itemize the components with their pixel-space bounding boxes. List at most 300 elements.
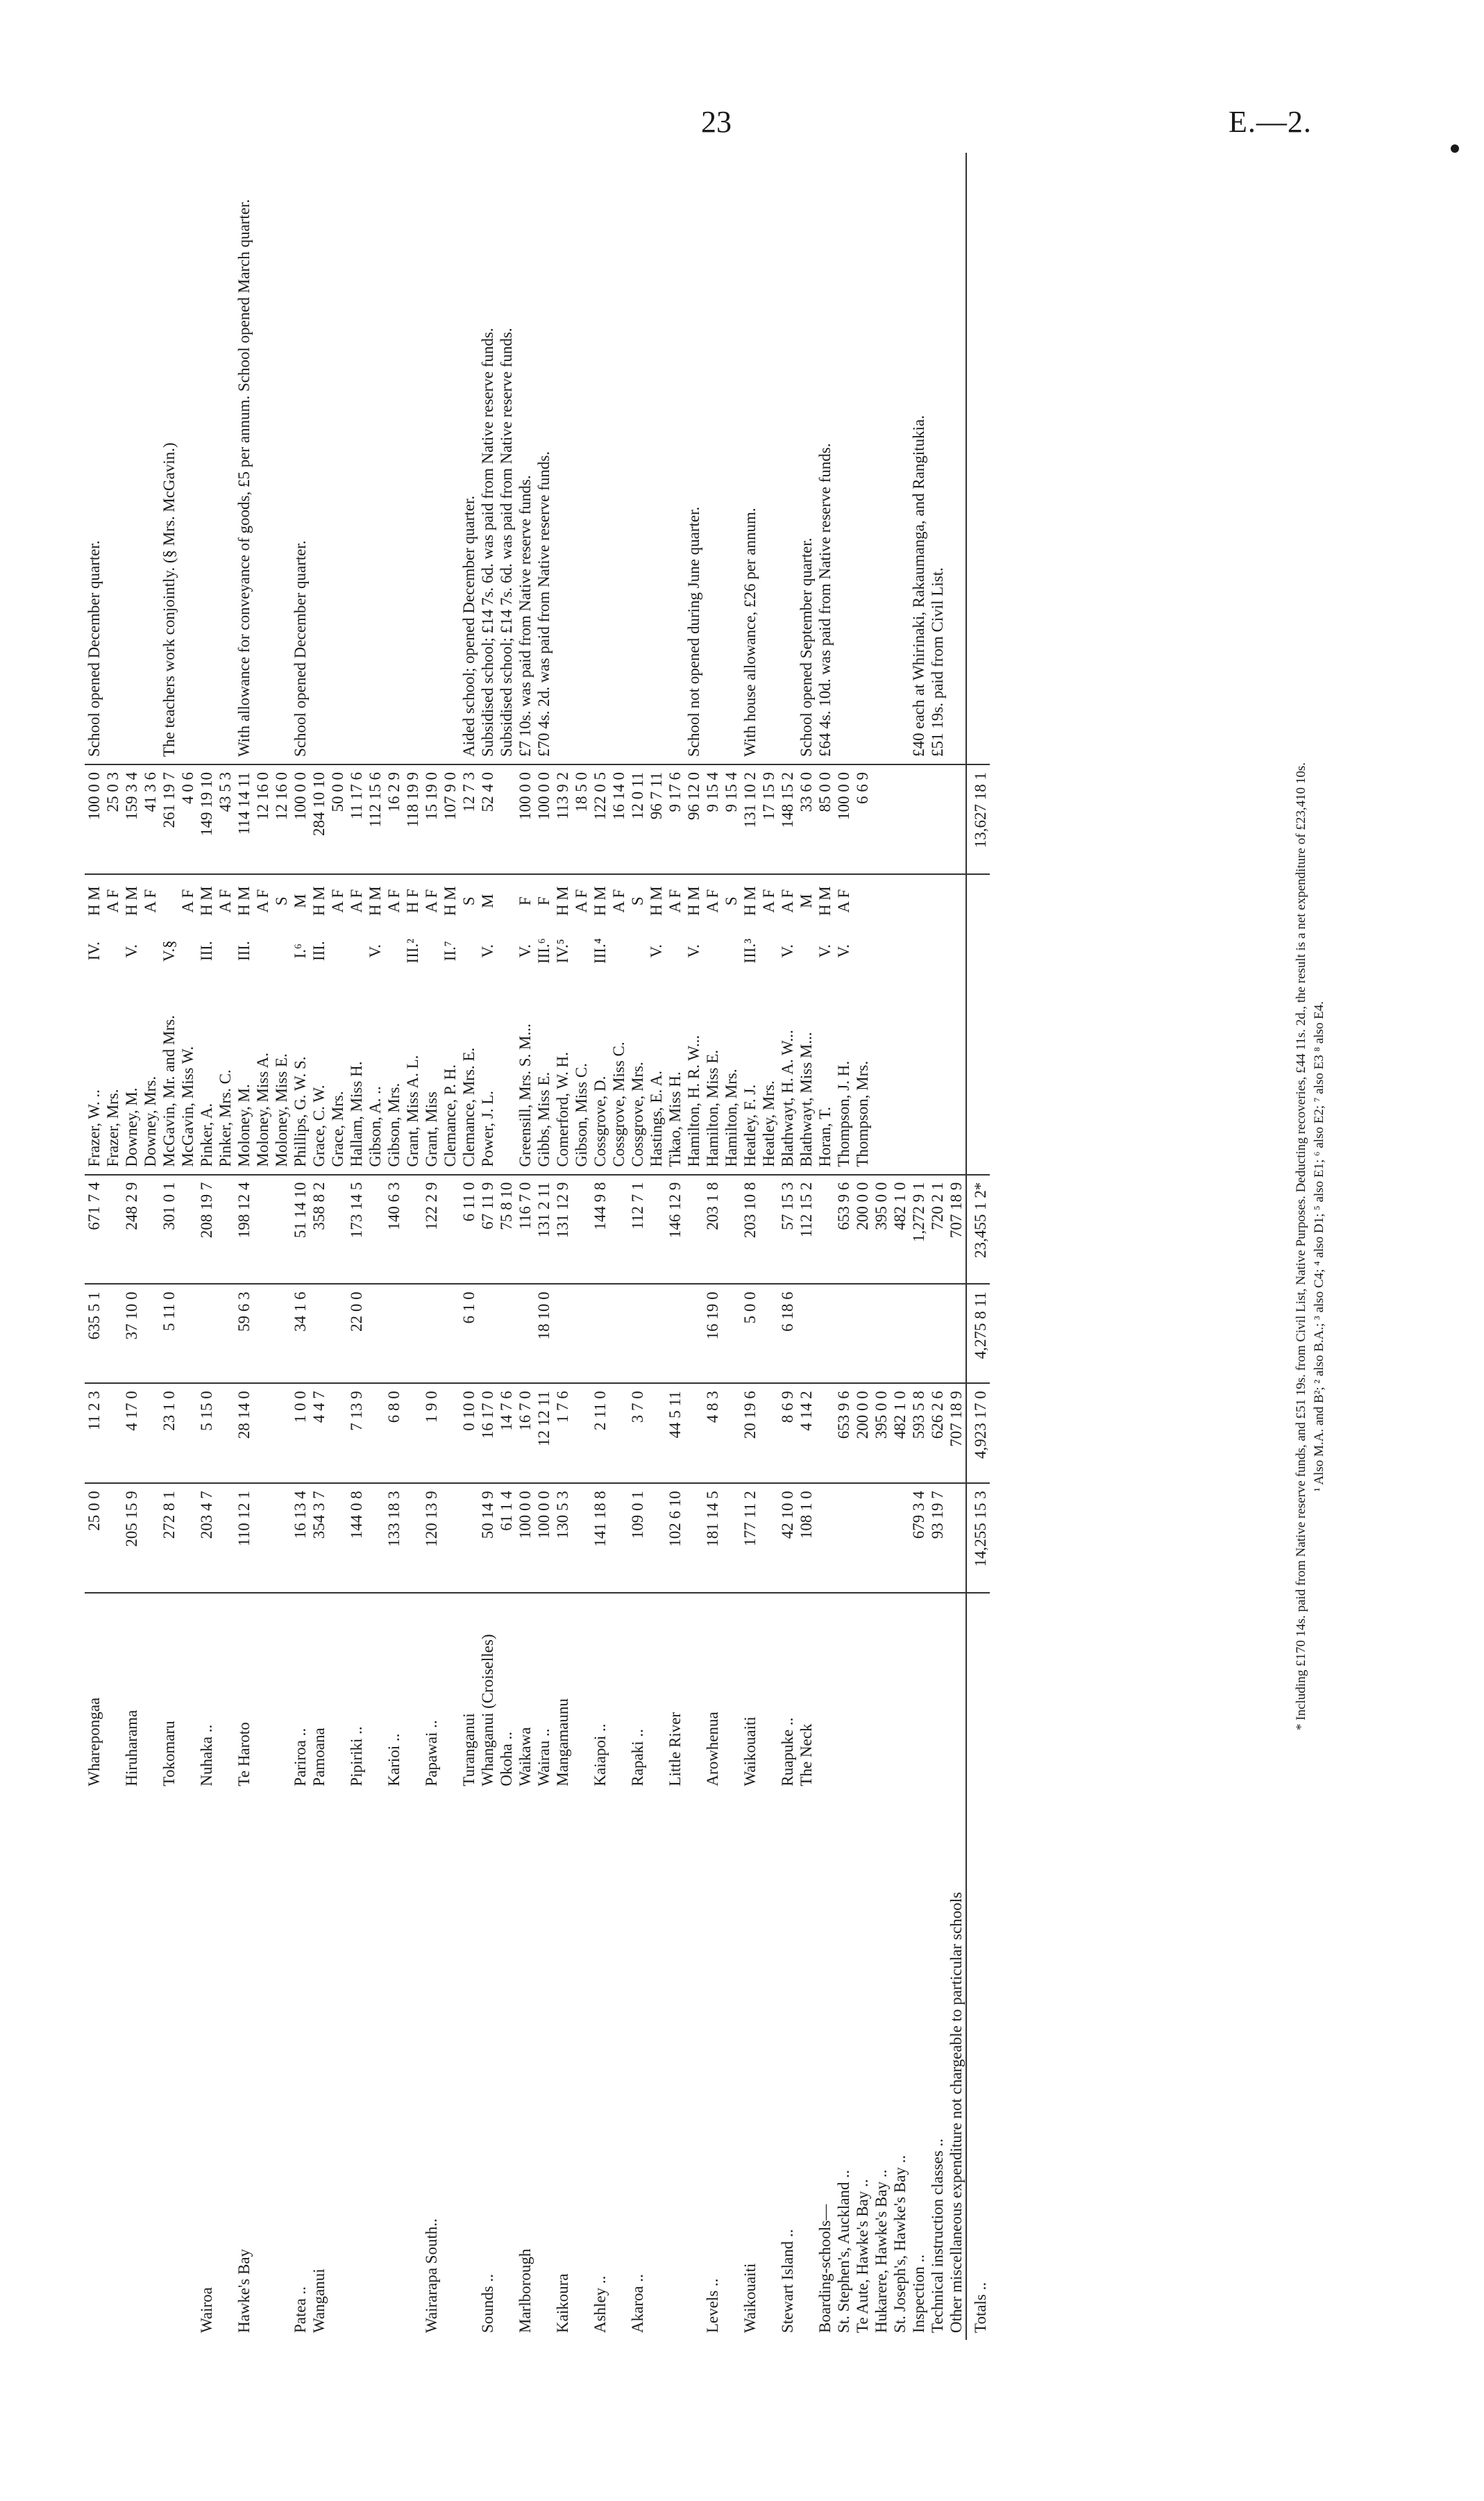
cell-teacher-salary: 18 5 0 — [572, 764, 591, 874]
cell-remarks — [122, 153, 141, 764]
cell-remarks — [347, 153, 366, 764]
cell-class — [703, 928, 722, 975]
cell-total: 116 7 0 — [516, 1175, 534, 1285]
cell-position: H M — [85, 886, 103, 917]
cell-remarks — [628, 153, 647, 764]
cell-school — [253, 1593, 272, 1793]
cell-position — [160, 874, 178, 928]
cell-buildings: 18 10 0 — [534, 1284, 553, 1383]
cell-school — [928, 1593, 947, 1793]
cell-position: H M — [648, 886, 665, 917]
cell-other-expenditure — [103, 1383, 122, 1483]
cell-salaries: 181 14 5 — [703, 1483, 722, 1593]
cell-total: 203 10 8 — [741, 1175, 759, 1285]
cell-class — [572, 928, 591, 975]
cell-total — [722, 1175, 741, 1285]
cell-teacher-salary: 148 15 2 — [778, 764, 797, 874]
cell-teacher-salary: 9 17 6 — [666, 764, 684, 874]
cell-teacher-salary: 261 19 7 — [160, 764, 178, 874]
cell-remarks: Subsidised school; £14 7s. 6d. was paid from Native reserve funds. — [497, 153, 516, 764]
cell-teacher-salary: 16 14 0 — [609, 764, 628, 874]
cell-buildings: 37 10 0 — [122, 1284, 141, 1383]
cell-class — [328, 928, 347, 975]
cell-salaries: 109 0 1 — [628, 1483, 647, 1593]
cell-total: 707 18 9 — [947, 1175, 966, 1285]
cell-class — [891, 928, 909, 975]
cell-remarks — [759, 153, 778, 764]
cell-salaries: 141 18 8 — [591, 1483, 609, 1593]
cell-teacher-salary: 12 7 3 — [459, 764, 478, 874]
cell-school — [216, 1593, 235, 1793]
cell-total — [403, 1175, 422, 1285]
cell-remarks — [385, 153, 403, 764]
cell-district: Ashley .. — [591, 2275, 609, 2333]
cell-teacher: Cossgrove, Miss C. — [609, 975, 628, 1175]
cell-salaries — [441, 1483, 459, 1593]
cell-teacher — [909, 975, 928, 1175]
cell-salaries: 120 13 9 — [422, 1483, 441, 1593]
cell-teacher-salary — [497, 764, 516, 874]
cell-school — [272, 1593, 291, 1793]
cell-school — [647, 1593, 666, 1793]
cell-position: A F — [779, 889, 796, 913]
cell-teacher: Grant, Miss A. L. — [403, 975, 422, 1175]
cell-other-expenditure: 707 18 9 — [947, 1383, 966, 1483]
cell-salaries: 354 3 7 — [310, 1483, 328, 1593]
cell-teacher-salary: 96 7 11 — [647, 764, 666, 874]
cell-total: 198 12 4 — [235, 1175, 253, 1285]
cell-salaries: 16 13 4 — [291, 1483, 310, 1593]
cell-school — [872, 1593, 891, 1793]
cell-district: Hawke's Bay — [235, 2248, 253, 2333]
cell-salaries — [891, 1483, 909, 1593]
table-row — [759, 153, 778, 2340]
cell-district: Inspection .. — [910, 2254, 927, 2333]
table-row — [160, 153, 178, 2340]
cell-teacher: Downey, M. — [122, 975, 141, 1175]
cell-district — [534, 1793, 553, 2340]
cell-position: S — [629, 896, 646, 906]
cell-district — [178, 1793, 197, 2340]
cell-total: 131 2 11 — [534, 1175, 553, 1285]
cell-total: 146 12 9 — [666, 1175, 684, 1285]
cell-other-expenditure: 653 9 6 — [834, 1383, 853, 1483]
cell-salaries: 100 0 0 — [534, 1483, 553, 1593]
cell-other-expenditure — [272, 1383, 291, 1483]
cell-class — [853, 928, 872, 975]
cell-buildings — [103, 1284, 122, 1383]
cell-class — [347, 928, 366, 975]
cell-other-expenditure: 16 17 0 — [478, 1383, 497, 1483]
cell-district — [572, 1793, 591, 2340]
cell-total: 67 11 9 — [478, 1175, 497, 1285]
cell-district — [122, 1793, 141, 2340]
cell-buildings — [909, 1284, 928, 1383]
cell-teacher: Cossgrove, D. — [591, 975, 609, 1175]
cell-buildings — [722, 1284, 741, 1383]
cell-other-expenditure: 626 2 6 — [928, 1383, 947, 1483]
cell-school: Mangamaunu — [554, 1698, 571, 1787]
cell-other-expenditure — [328, 1383, 347, 1483]
table-row — [516, 153, 534, 2340]
cell-district — [609, 1793, 628, 2340]
cell-class: III.⁴ — [591, 938, 609, 964]
cell-teacher: Hamilton, Miss E. — [703, 975, 722, 1175]
cell-position — [947, 874, 966, 928]
cell-teacher: Hallam, Miss H. — [347, 975, 366, 1175]
cell-remarks: With allowance for conveyance of goods, £5 per annum. School opened March quarter. — [235, 153, 253, 764]
table-row — [872, 153, 891, 2340]
cell-teacher-salary: 33 6 0 — [797, 764, 816, 874]
cell-remarks — [722, 153, 741, 764]
cell-teacher: Blathwayt, Miss M... — [797, 975, 816, 1175]
cell-salaries — [872, 1483, 891, 1593]
cell-salaries — [722, 1483, 741, 1593]
cell-position: S — [460, 896, 478, 906]
cell-total: 653 9 6 — [834, 1175, 853, 1285]
table-row — [178, 153, 197, 2340]
cell-remarks — [403, 153, 422, 764]
cell-class: I.⁶ — [292, 943, 309, 959]
cell-teacher: Pinker, Mrs. C. — [216, 975, 235, 1175]
cell-teacher — [891, 975, 909, 1175]
table-row — [366, 153, 385, 2340]
cell-remarks — [947, 153, 966, 764]
cell-buildings — [628, 1284, 647, 1383]
cell-teacher: Phillips, G. W. S. — [291, 975, 310, 1175]
cell-school: Kaiapoi .. — [591, 1723, 609, 1787]
cell-district — [85, 1793, 103, 2340]
table-row — [459, 153, 478, 2340]
cell-district — [347, 1793, 366, 2340]
cell-teacher-salary: 6 6 9 — [853, 764, 872, 874]
cell-position: S — [273, 896, 290, 906]
cell-position: F — [535, 896, 553, 906]
cell-teacher-salary: 52 4 0 — [478, 764, 497, 874]
cell-teacher-salary: 11 17 6 — [347, 764, 366, 874]
cell-position — [497, 874, 516, 928]
cell-district: Wairoa — [198, 2287, 215, 2333]
cell-school: Tokomaru — [160, 1721, 178, 1787]
cell-salaries — [178, 1483, 197, 1593]
cell-district — [385, 1793, 403, 2340]
cell-position: M — [798, 894, 815, 908]
cell-buildings — [572, 1284, 591, 1383]
cell-class: V. — [366, 944, 384, 958]
cell-buildings — [947, 1284, 966, 1383]
cell-buildings — [684, 1284, 703, 1383]
cell-district: Kaikoura — [554, 2273, 571, 2333]
cell-position: A F — [104, 889, 121, 913]
cell-position: H M — [310, 886, 328, 917]
cell-buildings — [441, 1284, 459, 1383]
cell-class: V. — [648, 944, 665, 958]
cell-remarks — [328, 153, 347, 764]
cell-class — [178, 928, 197, 975]
cell-salaries: 100 0 0 — [516, 1483, 534, 1593]
cell-class: IV. — [85, 942, 103, 961]
cell-remarks — [891, 153, 909, 764]
cell-position: A F — [423, 889, 440, 913]
cell-teacher-salary: 100 0 0 — [534, 764, 553, 874]
cell-teacher-salary: 114 14 11 — [235, 764, 253, 874]
cell-teacher-salary: 118 19 9 — [403, 764, 422, 874]
cell-other-expenditure: 12 12 11 — [534, 1383, 553, 1483]
cell-buildings: 6 18 6 — [778, 1284, 797, 1383]
cell-district — [684, 1793, 703, 2340]
cell-class — [666, 928, 684, 975]
cell-salaries: 203 4 7 — [197, 1483, 216, 1593]
cell-teacher-salary: 107 9 0 — [441, 764, 459, 874]
cell-remarks — [778, 153, 797, 764]
cell-teacher: Frazer, Mrs. — [103, 975, 122, 1175]
cell-teacher-salary — [928, 764, 947, 874]
cell-teacher: Hamilton, H. R. W... — [684, 975, 703, 1175]
cell-teacher: Grace, C. W. — [310, 975, 328, 1175]
cell-salaries — [684, 1483, 703, 1593]
cell-teacher: Gibson, Miss C. — [572, 975, 591, 1175]
cell-district: Waikouaiti — [741, 2263, 759, 2333]
cell-total — [216, 1175, 235, 1285]
cell-school: Nuhaka .. — [198, 1724, 215, 1787]
cell-buildings — [666, 1284, 684, 1383]
cell-salaries: 50 14 9 — [478, 1483, 497, 1593]
cell-school: Karioi .. — [385, 1733, 403, 1787]
cell-total: 6 11 0 — [459, 1175, 478, 1285]
cell-other-expenditure: 4 14 2 — [797, 1383, 816, 1483]
cell-position: H M — [741, 886, 759, 917]
table-row — [403, 153, 422, 2340]
cell-class — [909, 928, 928, 975]
cell-other-expenditure — [403, 1383, 422, 1483]
cell-school: Wairau .. — [535, 1728, 553, 1787]
cell-total: 51 14 10 — [291, 1175, 310, 1285]
cell-remarks — [310, 153, 328, 764]
cell-school — [909, 1593, 928, 1793]
cell-district: Levels .. — [704, 2278, 721, 2333]
cell-salaries: 144 0 8 — [347, 1483, 366, 1593]
cell-buildings — [328, 1284, 347, 1383]
cell-class: V. — [516, 944, 534, 958]
cell-buildings — [553, 1284, 572, 1383]
cell-district: Stewart Island .. — [779, 2229, 796, 2333]
cell-salaries: 679 3 4 — [909, 1483, 928, 1593]
cell-district: Boarding-schools— — [816, 2204, 834, 2333]
table-row — [310, 153, 328, 2340]
cell-school: Rapaki .. — [629, 1729, 646, 1787]
cell-other-expenditure: 8 6 9 — [778, 1383, 797, 1483]
cell-buildings — [497, 1284, 516, 1383]
cell-class: V. — [779, 944, 796, 958]
cell-total: 140 6 3 — [385, 1175, 403, 1285]
totals-total: 23,455 1 2* — [966, 1175, 990, 1285]
cell-remarks — [572, 153, 591, 764]
cell-salaries: 177 11 2 — [741, 1483, 759, 1593]
cell-other-expenditure: 1 9 0 — [422, 1383, 441, 1483]
cell-buildings: 635 5 1 — [85, 1284, 103, 1383]
cell-salaries: 25 0 0 — [85, 1483, 103, 1593]
cell-school — [816, 1593, 834, 1793]
cell-salaries — [572, 1483, 591, 1593]
cell-teacher: Heatley, Mrs. — [759, 975, 778, 1175]
cell-school: Ruapuke .. — [779, 1717, 796, 1787]
cell-total: 482 1 0 — [891, 1175, 909, 1285]
cell-teacher: Grant, Miss — [422, 975, 441, 1175]
cell-district — [403, 1793, 422, 2340]
cell-remarks — [441, 153, 459, 764]
cell-district — [722, 1793, 741, 2340]
cell-class — [722, 928, 741, 975]
cell-teacher — [928, 975, 947, 1175]
cell-remarks: School not opened during June quarter. — [684, 153, 703, 764]
cell-buildings — [253, 1284, 272, 1383]
cell-district — [103, 1793, 122, 2340]
cell-remarks — [553, 153, 572, 764]
cell-buildings — [928, 1284, 947, 1383]
cell-district — [759, 1793, 778, 2340]
page-number: 23 — [701, 105, 732, 139]
table-row — [609, 153, 628, 2340]
cell-total: 208 19 7 — [197, 1175, 216, 1285]
cell-teacher-salary: 122 0 5 — [591, 764, 609, 874]
cell-total — [141, 1175, 160, 1285]
table-row — [947, 153, 966, 2340]
totals-buildings: 4,275 8 11 — [966, 1284, 990, 1383]
cell-remarks — [216, 153, 235, 764]
cell-district — [647, 1793, 666, 2340]
cell-position: H M — [685, 886, 702, 917]
cell-other-expenditure: 5 15 0 — [197, 1383, 216, 1483]
cell-salaries: 110 12 1 — [235, 1483, 253, 1593]
totals-label: Totals .. — [966, 1793, 990, 2340]
cell-remarks — [366, 153, 385, 764]
cell-district: Patea .. — [292, 2286, 309, 2333]
cell-position: H M — [123, 886, 140, 917]
cell-total — [366, 1175, 385, 1285]
table-row — [909, 153, 928, 2340]
cell-remarks: With house allowance, £26 per annum. — [741, 153, 759, 764]
cell-salaries — [647, 1483, 666, 1593]
cell-buildings: 22 0 0 — [347, 1284, 366, 1383]
cell-class: V. — [685, 944, 702, 958]
table-row — [591, 153, 609, 2340]
cell-teacher-salary: 100 0 0 — [834, 764, 853, 874]
cell-remarks: £70 4s. 2d. was paid from Native reserve funds. — [534, 153, 553, 764]
cell-remarks — [703, 153, 722, 764]
cell-remarks — [834, 153, 853, 764]
cell-class — [947, 928, 966, 975]
cell-teacher-salary: 4 0 6 — [178, 764, 197, 874]
cell-school: Waikawa — [516, 1727, 534, 1787]
footnote-1: * Including £170 14s. paid from Native reserve funds, and £51 19s. from Civil List, Native Purposes. Deducting recoveries, £44 11s. 2d., the result is a net expenditure of £23,410 10s. — [1294, 762, 1308, 1730]
cell-teacher: Clemance, P. H. — [441, 975, 459, 1175]
cell-district: Hukarere, Hawke's Bay .. — [872, 2169, 890, 2333]
cell-school — [572, 1593, 591, 1793]
cell-teacher: Grace, Mrs. — [328, 975, 347, 1175]
cell-total: 203 1 8 — [703, 1175, 722, 1285]
cell-total — [684, 1175, 703, 1285]
cell-salaries: 130 5 3 — [553, 1483, 572, 1593]
cell-teacher — [872, 975, 891, 1175]
cell-salaries — [328, 1483, 347, 1593]
table-row — [103, 153, 122, 2340]
footnotes — [1292, 153, 1329, 2340]
cell-total: 671 7 4 — [85, 1175, 103, 1285]
cell-class — [759, 928, 778, 975]
cell-other-expenditure: 6 8 0 — [385, 1383, 403, 1483]
cell-salaries — [253, 1483, 272, 1593]
cell-buildings — [853, 1284, 872, 1383]
cell-total — [609, 1175, 628, 1285]
cell-teacher: Blathwayt, H. A. W... — [778, 975, 797, 1175]
cell-district — [666, 1793, 684, 2340]
cell-teacher-salary: 112 15 6 — [366, 764, 385, 874]
table-row — [722, 153, 741, 2340]
cell-other-expenditure: 16 7 0 — [516, 1383, 534, 1483]
cell-total: 112 15 2 — [797, 1175, 816, 1285]
cell-remarks: £40 each at Whirinaki, Rakaumanga, and Rangitukia. — [909, 153, 928, 764]
cell-district — [272, 1793, 291, 2340]
rotated-table-container — [85, 153, 1348, 2340]
cell-total: 144 9 8 — [591, 1175, 609, 1285]
cell-district — [366, 1793, 385, 2340]
cell-other-expenditure — [722, 1383, 741, 1483]
cell-teacher-salary: 149 19 10 — [197, 764, 216, 874]
cell-position — [872, 874, 891, 928]
cell-total: 301 0 1 — [160, 1175, 178, 1285]
cell-school: Turanganui — [460, 1713, 478, 1787]
cell-salaries: 102 6 10 — [666, 1483, 684, 1593]
cell-salaries — [403, 1483, 422, 1593]
cell-other-expenditure: 1 0 0 — [291, 1383, 310, 1483]
cell-class — [103, 928, 122, 975]
cell-class: III. — [198, 941, 215, 962]
cell-class — [253, 928, 272, 975]
cell-position: A F — [760, 889, 777, 913]
cell-remarks — [272, 153, 291, 764]
cell-school — [403, 1593, 422, 1793]
cell-class: III.³ — [741, 938, 759, 964]
cell-buildings — [310, 1284, 328, 1383]
cell-remarks — [253, 153, 272, 764]
cell-remarks — [647, 153, 666, 764]
cell-buildings — [891, 1284, 909, 1383]
cell-other-expenditure: 2 11 0 — [591, 1383, 609, 1483]
cell-total: 200 0 0 — [853, 1175, 872, 1285]
cell-teacher: Moloney, M. — [235, 975, 253, 1175]
cell-school: Okoha .. — [498, 1732, 515, 1787]
table-row — [553, 153, 572, 2340]
cell-district: Marlborough — [516, 2248, 534, 2333]
cell-salaries: 42 10 0 — [778, 1483, 797, 1593]
cell-total — [328, 1175, 347, 1285]
cell-total: 358 8 2 — [310, 1175, 328, 1285]
cell-class: III. — [310, 941, 328, 962]
cell-teacher-salary — [947, 764, 966, 874]
cell-district — [497, 1793, 516, 2340]
cell-class — [216, 928, 235, 975]
cell-district — [459, 1793, 478, 2340]
cell-district — [160, 1793, 178, 2340]
footnote-2: ¹ Also M.A. and B²; ² also B.A.; ³ also C4; ⁴ also D1; ⁵ also E1; ⁶ also E2; ⁷ also E3 ⁸ also E4. — [1312, 1001, 1326, 1492]
table-row — [141, 153, 160, 2340]
cell-total: 75 8 10 — [497, 1175, 516, 1285]
table-row — [853, 153, 872, 2340]
cell-salaries: 93 19 7 — [928, 1483, 947, 1593]
cell-school — [834, 1593, 853, 1793]
cell-teacher-salary: 25 0 3 — [103, 764, 122, 874]
cell-class — [497, 928, 516, 975]
